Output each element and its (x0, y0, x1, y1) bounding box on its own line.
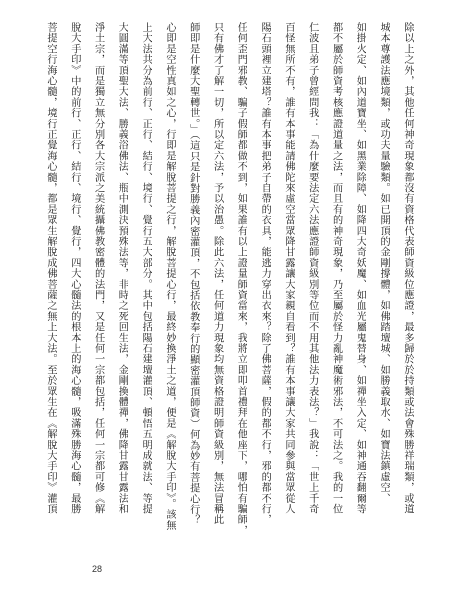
text-column: 百怪無所不有，誰有本事能請佛陀來虛空當眾降甘露讓大家親自看到？誰有本事讓大家共同參與當眾從人 (282, 22, 294, 515)
text-column: 都不屬於師資考核應證道量之法，而且有的神奇現象，乃至屬於怪力亂神魔術邪法，不可法之。我的一位 (330, 22, 342, 515)
text-column: 城本尊護法應境類，或功夫量驗類。如已開頂的金剛撐體，如佛踏壇城、如勝義取水、如寶法鎮虛空、 (378, 22, 390, 504)
text-column: 大圓滿等頂聖大法、勝義浴佛法、瓶中測決預殊法等，非時之死回生法，金剛換體禪，佛降甘露甘露法和 (116, 22, 128, 515)
text-column: 上大法共分為前行、正行、結行、境行、覺行五大部分。其中包括陽石建壇灌頂、頓悟五明成就法、等提 (140, 22, 152, 515)
text-column: 仁波且弟子曾經問我：「為什麼要法定六法應證師資級別等位而不用其他法力表法？」我說：「世上千奇 (306, 22, 318, 515)
text-column: 除以上之外，其他任何神奇現象都沒有資格代表師資級位應證，最多歸於於持類或法會殊勝祥瑞類，或道 (401, 22, 413, 515)
text-column: 只有佛才了解一切，所以定六法，予以治愚。除此六法，任何道力現象均無資格證明師資級別，無法冒稱此 (211, 22, 223, 525)
vertical-text-block (44, 22, 414, 560)
text-column: 脫大手印》中的前行、正行、結行、境行、覺行，四大心髓法的根本上的海心髓，吸滿殊勝海心髓，最勝 (68, 22, 80, 515)
text-column: 如掛火定、如內道寶坐、如黑業除障、如降四大奇妖魔、如血光屬鬼替身、如禪坐入定、如神通吞翻爾等 (354, 22, 366, 515)
text-column: 淨土宗，而是獨立無分別各大宗派之美統攝佛教密體的法門，又是任何一宗都包括，任何一宗都可修《解 (92, 22, 104, 515)
text-column: 師即是什麼大聖轉世。」（這只是針對勝義內密灌頂，不包括依教奉行的顯密灌頂師資）何為妙有菩提心行？ (187, 22, 199, 526)
text-column: 菩提空行海心髓，境行正覺海心髓，都是眾生解脫成佛菩薩之無上大法。至於眾生在《解脫大手印》灌頂 (45, 22, 56, 515)
text-column: 任何歪門邪教、騙子假師都做不到，如果誰有以上證量師資當來，我將立即叩首禮拜在他座下，哪怕有騙師， (235, 22, 247, 536)
text-column: 陽石頭裡立建塔？誰有本事把弟子自帶的衣具，能逃力穿出衣來？除了佛菩薩，假的都不行，邪的都不行， (259, 22, 271, 525)
text-column: 心即是空性真如之心，行即是解脫菩提之行，解脫菩提心行，最終妙換淨土之道，便是《解脫大手印》。該無 (163, 22, 175, 531)
page-number: 28 (92, 564, 103, 574)
